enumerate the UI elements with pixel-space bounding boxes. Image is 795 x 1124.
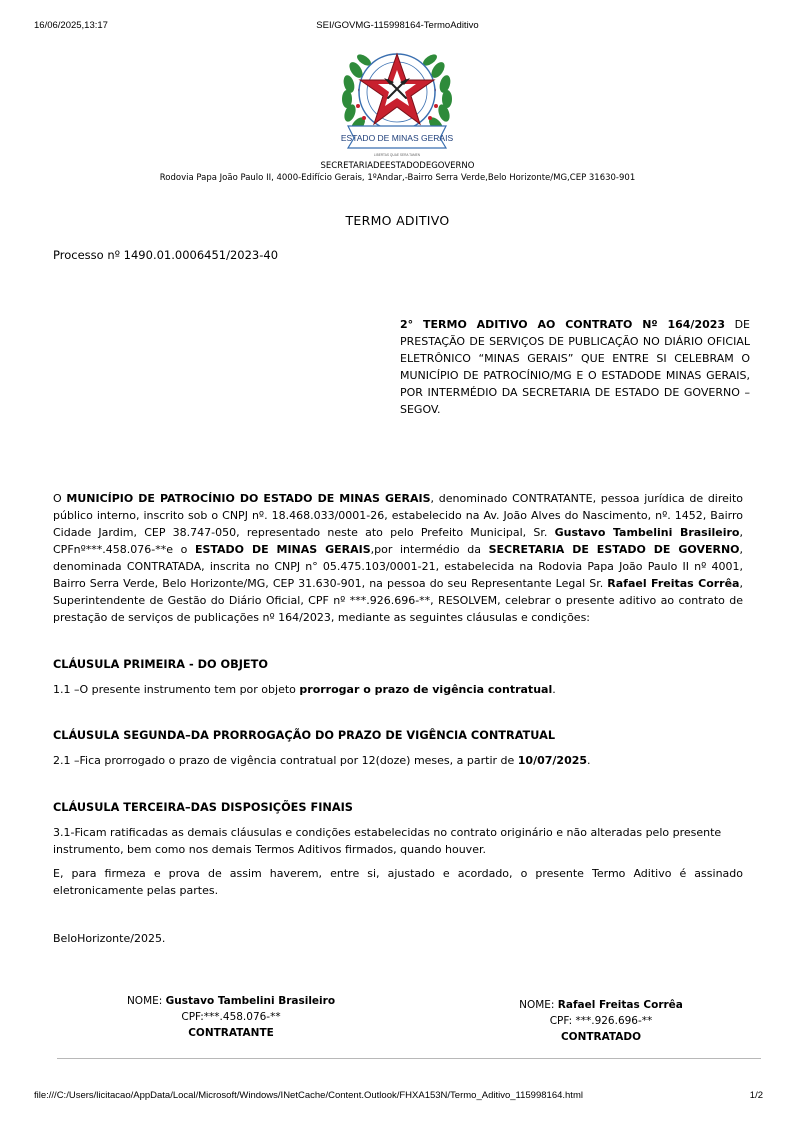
name-label: NOME:: [519, 999, 558, 1011]
org-name: SECRETARIADEESTADODEGOVERNO: [320, 161, 475, 171]
clause2-title: CLÁUSULA SEGUNDA–DA PRORROGAÇÃO DO PRAZO DE VIGÊNCIA CONTRATUAL: [53, 729, 556, 742]
closing-paragraph: E, para firmeza e prova de assim haverem, entre si, ajustado e acordado, o presente Termo Aditivo é assinado eletronicamente pelas partes.: [53, 867, 743, 897]
org-address: Rodovia Papa João Paulo II, 4000-Edifício Gerais, 1ºAndar,-Bairro Serra Verde,Belo Horizonte/MG,CEP 31630-901: [159, 173, 636, 183]
ementa-text: DE PRESTAÇÃO DE SERVIÇOS DE PUBLICAÇÃO NO DIÁRIO OFICIAL ELETRÔNICO “MINAS GERAIS” QUE ENTRE SI CELEBRAM O MUNICÍPIO DE PATROCÍNIO/MG E O ESTADODE MINAS GERAIS, POR INTERMÉDIO DA SECRETARIA DE ESTADO DE GOVERNO – SEGOV.: [400, 318, 751, 416]
intro-party-municipality: MUNICÍPIO DE PATROCÍNIO DO ESTADO DE MINAS GERAIS: [66, 492, 431, 505]
seal-motto-text: LIBERTAS QUAE SERA TAMEN: [373, 153, 421, 157]
page-divider: [57, 1058, 761, 1059]
print-page-number: 1/2: [749, 1090, 763, 1101]
clause1-end: .: [552, 683, 556, 696]
intro-text: ,por intermédio da: [370, 543, 489, 556]
contratado-role: CONTRATADO: [560, 1031, 642, 1043]
intro-text: O: [53, 492, 67, 505]
intro-text: , denominada CONTRATADA, inscrita no CNPJ n° 05.475.103/0001-21, estabelecida na Rodovia Papa João Paulo II nº 4001, Bairro Serra Verde, Belo Horizonte/MG, CEP 31.630-901, na pessoa do seu Representante Legal Sr.: [53, 543, 744, 590]
clause1-title: CLÁUSULA PRIMEIRA - DO OBJETO: [53, 658, 268, 671]
print-file-path: file:///C:/Users/licitacao/AppData/Local/Microsoft/Windows/INetCache/Content.Outlook/FHXA153N/Termo_Aditivo_115998164.html: [34, 1090, 583, 1101]
ementa: [400, 316, 750, 418]
intro-representative-name: Rafael Freitas Corrêa: [607, 577, 740, 590]
signature-contratante-name-line: [100, 993, 362, 1009]
seal-banner-text: ESTADO DE MINAS GERAIS: [340, 133, 454, 143]
contratado-name: Rafael Freitas Corrêa: [557, 999, 683, 1011]
ementa-heading: 2° TERMO ADITIVO AO CONTRATO Nº 164/2023: [400, 318, 726, 331]
clause2-end: .: [587, 754, 591, 767]
intro-text: , denominado CONTRATANTE, pessoa jurídica de direito público interno, inscrito sob o CNPJ nº. 18.468.033/0001-26, estabelecido na Av. João Alves do Nascimento, nº. 1452, Bairro Cidade Jardim, CEP 38.747-050, representado neste ato pelo Prefeito Municipal, Sr.: [53, 492, 744, 539]
clause2-body: 2.1 –Fica prorrogado o prazo de vigência contratual por 12(doze) meses, a partir de: [53, 754, 518, 767]
signature-contratante: [100, 993, 362, 1041]
place-date: BeloHorizonte/2025.: [53, 932, 166, 945]
intro-text: , Superintendente de Gestão do Diário Oficial, CPF nº ***.926.696-**, RESOLVEM, celebrar o presente aditivo ao contrato de prestação de serviços de publicações nº 164/2023, mediante as seguintes cláusulas e condições:: [53, 577, 743, 624]
clause1-text: [53, 681, 743, 698]
clause2-text: [53, 752, 743, 769]
document-title: TERMO ADITIVO: [345, 213, 450, 228]
signature-contratado: [470, 997, 732, 1045]
minas-gerais-coat-of-arms-icon: [334, 40, 460, 158]
signature-contratado-name-line: [470, 997, 732, 1013]
org-block: [0, 160, 795, 184]
clause2-date: 10/07/2025: [517, 754, 588, 767]
intro-text: , CPFnº***.458.076-**e o: [53, 526, 743, 556]
process-number: Processo nº 1490.01.0006451/2023-40: [53, 248, 279, 262]
clause1-body: 1.1 –O presente instrumento tem por objeto: [53, 683, 300, 696]
intro-secretariat: SECRETARIA DE ESTADO DE GOVERNO: [488, 543, 740, 556]
print-timestamp: 16/06/2025,13:17: [34, 20, 108, 31]
name-label: NOME:: [126, 995, 166, 1007]
intro-mayor-name: Gustavo Tambelini Brasileiro: [554, 526, 740, 539]
intro-party-state: ESTADO DE MINAS GERAIS: [194, 543, 371, 556]
clause1-object: prorrogar o prazo de vigência contratual: [299, 683, 553, 696]
clause3-text: 3.1-Ficam ratificadas as demais cláusulas e condições estabelecidas no contrato originário e não alteradas pelo presente instrumento, bem como nos demais Termos Aditivos firmados, quando houver.: [53, 826, 722, 856]
intro-paragraph: [53, 490, 743, 626]
print-doc-ref: SEI/GOVMG-115998164-TermoAditivo: [316, 20, 479, 31]
contratante-cpf: CPF:***.458.076-**: [181, 1011, 281, 1023]
contratante-name: Gustavo Tambelini Brasileiro: [165, 995, 336, 1007]
clause3-title: CLÁUSULA TERCEIRA–DAS DISPOSIÇÕES FINAIS: [53, 801, 353, 814]
contratante-role: CONTRATANTE: [188, 1027, 274, 1039]
contratado-cpf: CPF: ***.926.696-**: [549, 1015, 653, 1027]
